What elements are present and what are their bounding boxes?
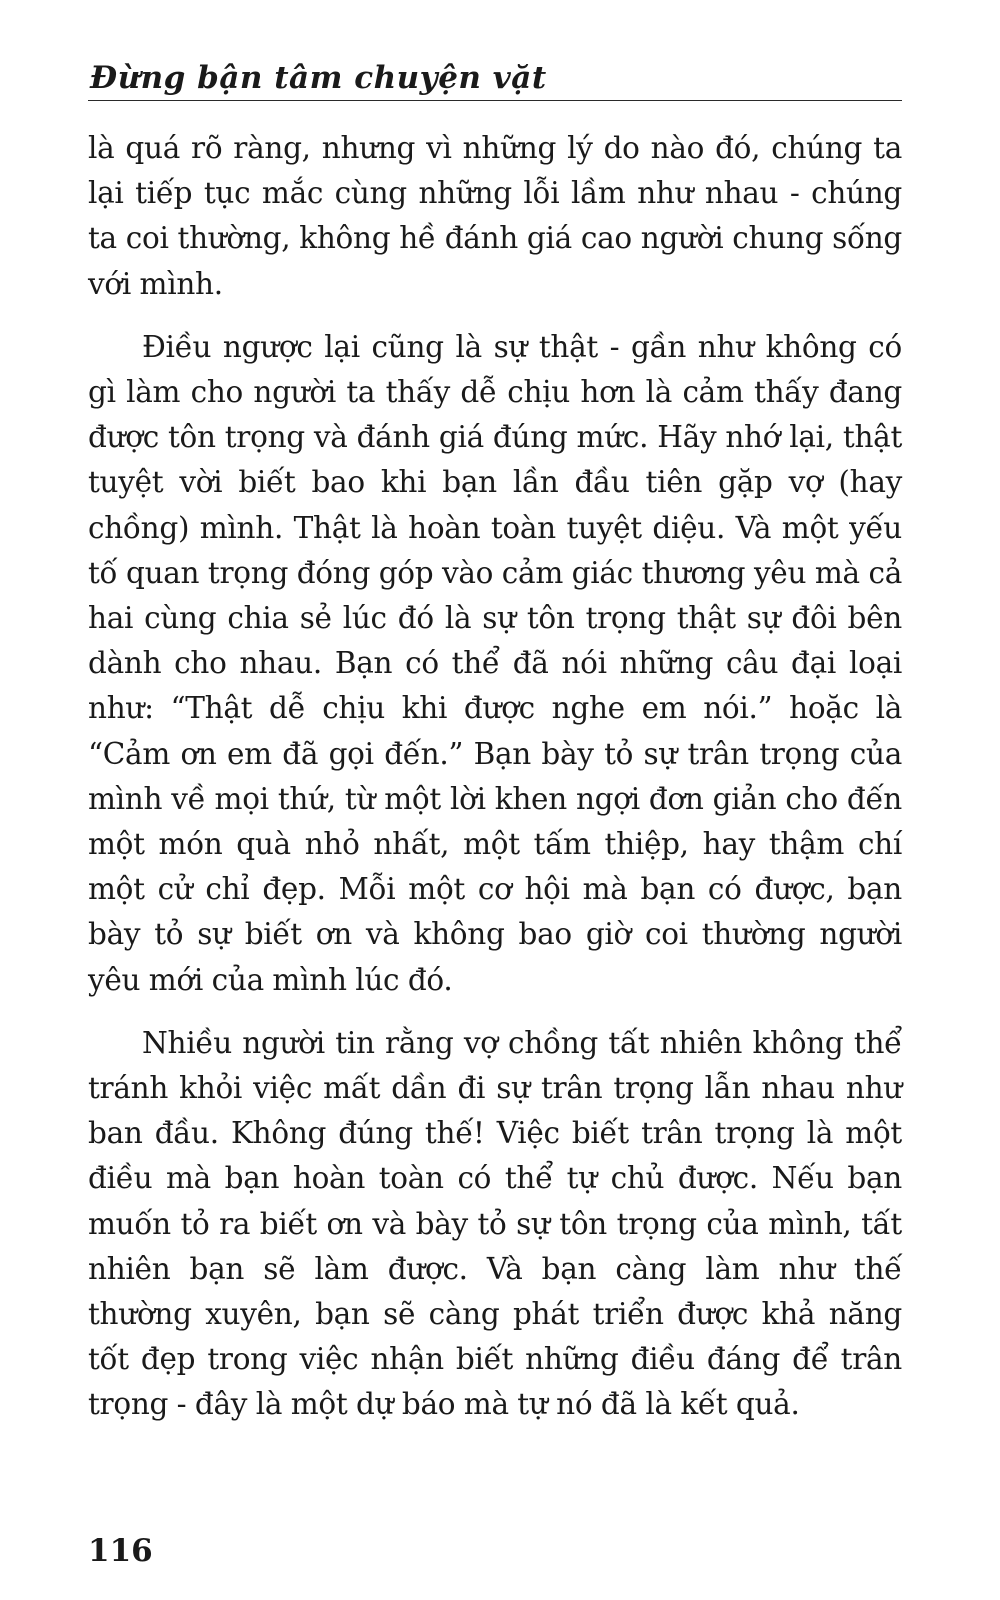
book-title: Đừng bận tâm chuyện vặt [90, 60, 547, 96]
paragraph: Nhiều người tin rằng vợ chồng tất nhiên không thể tránh khỏi việc mất dần đi sự trân trọng lẫn nhau như ban đầu. Không đúng thế! Việc biết trân trọng là một điều mà bạn hoàn toàn có thể tự chủ được. Nếu bạn muốn tỏ ra biết ơn và bày tỏ sự tôn trọng của mình, tất nhiên bạn sẽ làm được. Và bạn càng làm như thế thường xuyên, bạn sẽ càng phát triển được khả năng tốt đẹp trong việc nhận biết những điều đáng để trân trọng - đây là một dự báo mà tự nó đã là kết quả. [88, 1025, 902, 1422]
paragraph-continued: là quá rõ ràng, nhưng vì những lý do nào đó, chúng ta lại tiếp tục mắc cùng những lỗi lầm như nhau - chúng ta coi thường, không hề đánh giá cao người chung sống với mình. [88, 131, 902, 301]
paragraph: Điều ngược lại cũng là sự thật - gần như không có gì làm cho người ta thấy dễ chịu hơn là cảm thấy đang được tôn trọng và đánh giá đúng mức. Hãy nhớ lại, thật tuyệt vời biết bao khi bạn lần đầu tiên gặp vợ (hay chồng) mình. Thật là hoàn toàn tuyệt diệu. Và một yếu tố quan trọng đóng góp vào cảm giác thương yêu mà cả hai cùng chia sẻ lúc đó là sự tôn trọng thật sự đôi bên dành cho nhau. Bạn có thể đã nói những câu đại loại như: “Thật dễ chịu khi được nghe em nói.” hoặc là “Cảm ơn em đã gọi đến.” Bạn bày tỏ sự trân trọng của mình về mọi thứ, từ một lời khen ngợi đơn giản cho đến một món quà nhỏ nhất, một tấm thiệp, hay thậm chí một cử chỉ đẹp. Mỗi một cơ hội mà bạn có được, bạn bày tỏ sự biết ơn và không bao giờ coi thường người yêu mới của mình lúc đó. [88, 329, 902, 997]
running-header [88, 52, 902, 101]
body-text [88, 126, 902, 1446]
page-number: 116 [88, 1533, 153, 1569]
